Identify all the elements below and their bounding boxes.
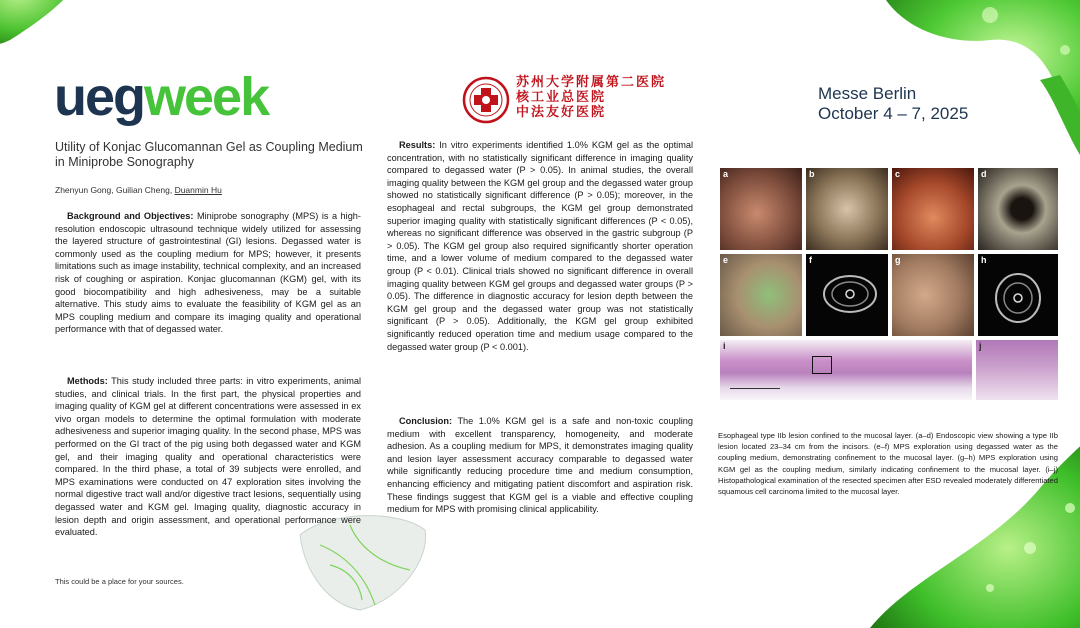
hospital-seal-icon [462, 76, 510, 124]
ultrasound-rings-f [806, 254, 888, 336]
figure-panel-a [720, 168, 802, 250]
sources-note: This could be a place for your sources. [55, 577, 184, 586]
hospital-name [516, 75, 666, 120]
figure-panel-d [978, 168, 1058, 250]
event-dates: October 4 – 7, 2025 [818, 104, 969, 123]
zoom-box [812, 356, 832, 374]
event-venue: Messe Berlin [818, 84, 917, 103]
author-link[interactable]: Duanmin Hu [174, 185, 222, 195]
figure-panels [720, 168, 1058, 400]
panel-label-c: c [895, 169, 901, 179]
background-text: Miniprobe sonography (MPS) is a high-resolution endoscopic ultrasound technique widely utilized for assessing the layered structure of gastrointestinal (GI) lesions. Degassed water is commonly used as the coupling medium for MPS; however, it presents limitations such as image instability, technical complexity, and an increased risk of coughing or aspiration. Konjac glucomannan (KGM) gel, with its good biocompatibility and high adhesiveness, may be a suitable alternative. This study aims to evaluate the feasibility of KGM gel as an MPS coupling medium and compare its imaging quality and operational performance with that of degassed water. [55, 211, 361, 335]
panel-label-e: e [723, 255, 729, 265]
results-heading: Results: [399, 140, 436, 150]
results-section [387, 139, 693, 353]
figure-panel-c [892, 168, 974, 250]
poster-title: Utility of Konjac Glucomannan Gel as Coupling Medium in Miniprobe Sonography [55, 140, 363, 169]
scale-bar [730, 388, 780, 389]
ultrasound-rings-h [978, 254, 1058, 336]
figure-panel-b [806, 168, 888, 250]
event-info [818, 84, 968, 124]
figure-caption: Esophageal type IIb lesion confined to the mucosal layer. (a–d) Endoscopic view showing a type IIb lesion located 23–34 cm from the incisors. (e–f) MPS exploration using degassed water as the coupling medium, demonstrating confinement to the mucosal layer. (g–h) MPS exploration using KGM gel as the coupling medium, similarly indicating confinement to the mucosal layer. (i–j) Histopathological examination of the resected specimen after ESD revealed moderately differentiated squamous cell carcinoma limited to the mucosal layer. [718, 431, 1058, 497]
figure-panel-f [806, 254, 888, 336]
hospital-name-line-2: 核工业总医院 [516, 90, 607, 105]
panel-label-f: f [809, 255, 812, 265]
methods-text: This study included three parts: in vitro experiments, animal studies, and clinical trials. In the first part, the physical properties and imaging quality of KGM gel at different concentrations were assessed in ex vivo organ models to determine the optimal formulation with moderate adhesiveness and superior imaging quality. In the second phase, MPS was performed on the GI tract of the pig using both degassed water and KGM gel, and their imaging quality and operational characteristics were compared. In the third phase, a total of 39 subjects were enrolled, and MPS examinations were conducted on 47 exploration sites involving the normal digestive tract wall and/or digestive tract lesions, sequentially using degassed water and KGM gel. Imaging quality, diagnostic accuracy in lesion depth and origin assessment, and operational performance were evaluated. [55, 376, 361, 538]
figure-panel-h [978, 254, 1058, 336]
authors-plain: Zhenyun Gong, Guilian Cheng, [55, 185, 175, 195]
ueg-week-logo [54, 67, 269, 127]
methods-heading: Methods: [67, 376, 108, 386]
logo-week: week [144, 67, 269, 127]
figure-panel-e [720, 254, 802, 336]
hospital-name-line-1: 苏州大学附属第二医院 [516, 75, 667, 90]
decorative-green-shape-top-right [840, 0, 1080, 160]
decorative-green-shape-top-left [0, 0, 110, 50]
panel-label-i: i [723, 341, 726, 351]
author-list [55, 185, 222, 195]
conclusion-heading: Conclusion: [399, 416, 453, 426]
panel-label-a: a [723, 169, 729, 179]
figure-panel-j [976, 340, 1058, 400]
figure-panel-i [720, 340, 972, 400]
panel-label-g: g [895, 255, 901, 265]
hospital-name-line-3: 中法友好医院 [516, 105, 607, 120]
figure-panel-g [892, 254, 974, 336]
conclusion-section [387, 415, 693, 516]
results-text: In vitro experiments identified 1.0% KGM gel as the optimal concentration, with no statistically significant difference in imaging quality compared to degassed water (P > 0.05). In animal studies, the overall imaging quality between the KGM gel group and the degassed water group showed no statistically significant difference (P > 0.05); moreover, in the esophageal and rectal subgroups, the KGM gel group demonstrated superior imaging quality with statistically significant differences (P < 0.05), whereas no significant difference was observed in the gastric subgroup (P > 0.05). The KGM gel group also required significantly shorter operation time, and a lower volume of medium compared to the degassed water group (P < 0.01). Clinical trials showed no significant difference in overall imaging quality between KGM gel groups and degassed water groups (P > 0.05). The difference in diagnostic accuracy for lesion depth between the KGM gel group and the degassed water group was not statistically significant (P > 0.05). Additionally, the KGM gel group exhibited significantly reduced operation time and medium usage compared to the degassed water group (P < 0.001). [387, 140, 693, 352]
background-section [55, 210, 361, 336]
background-heading: Background and Objectives: [67, 211, 194, 221]
panel-label-b: b [809, 169, 815, 179]
panel-label-h: h [981, 255, 987, 265]
panel-label-d: d [981, 169, 987, 179]
conclusion-text: The 1.0% KGM gel is a safe and non-toxic coupling medium with excellent transparency, homogeneity, and moderate adhesion. As a coupling medium for MPS, it demonstrates imaging quality and lesion layer assessment accuracy comparable to degassed water while significantly reducing procedure time and medium consumption, enhancing efficiency and mitigating patient discomfort and aspiration risk. These findings suggest that KGM gel is a viable and effective coupling medium for MPS with promising clinical applicability. [387, 416, 693, 515]
logo-ueg: ueg [54, 67, 145, 127]
panel-label-j: j [979, 341, 982, 351]
methods-section [55, 375, 361, 539]
